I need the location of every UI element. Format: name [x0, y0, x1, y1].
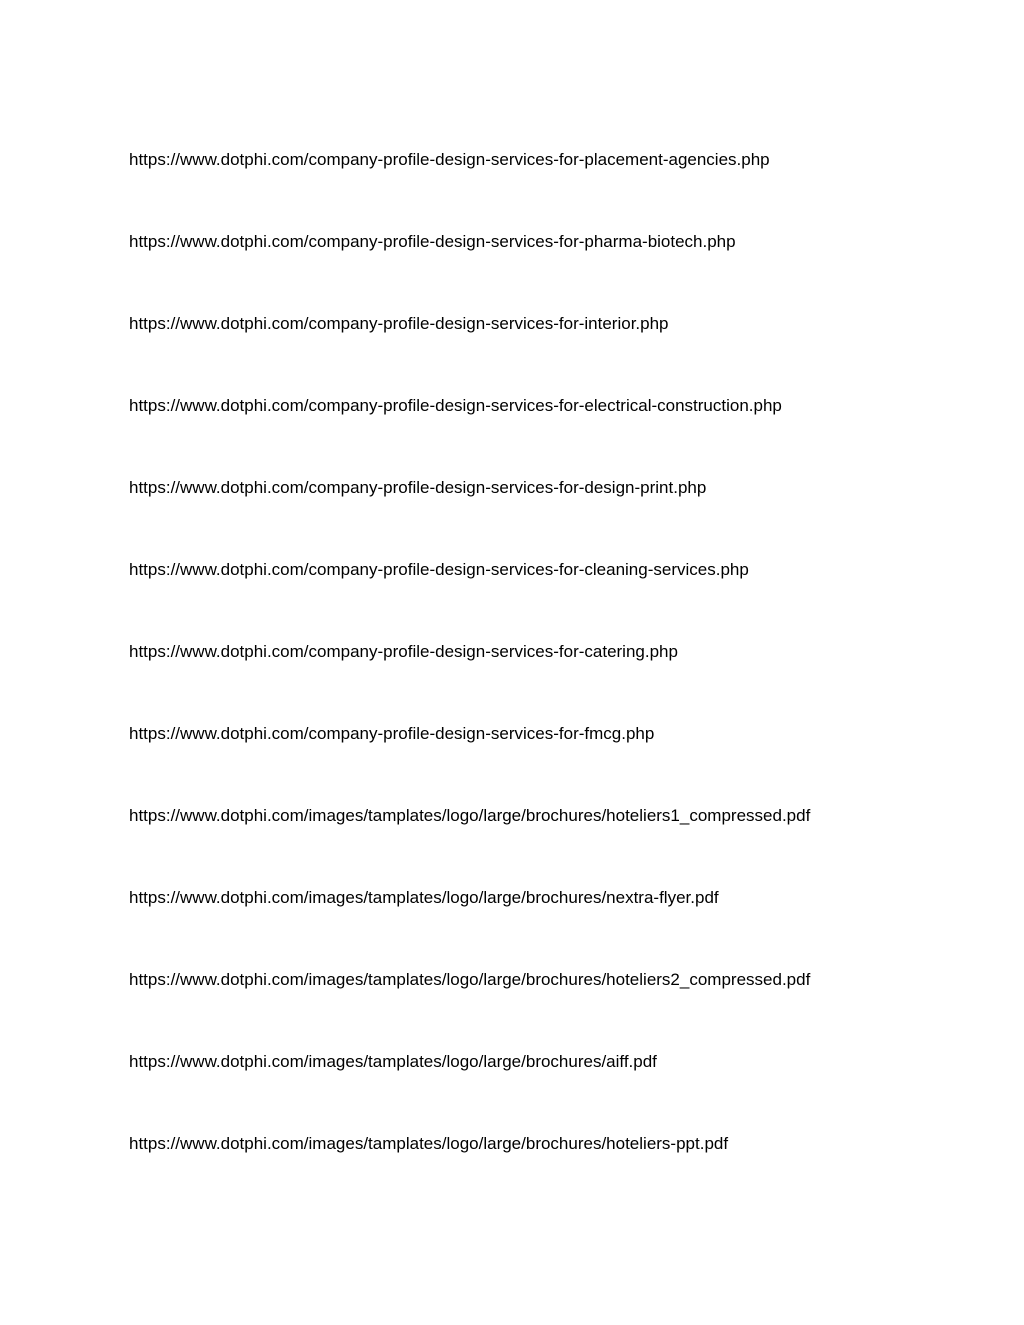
list-item [129, 230, 989, 312]
url-text[interactable]: https://www.dotphi.com/images/tamplates/logo/large/brochures/hoteliers2_compressed.pdf [129, 970, 811, 989]
list-item [129, 558, 989, 640]
url-text[interactable]: https://www.dotphi.com/company-profile-design-services-for-electrical-construction.php [129, 396, 782, 415]
list-item [129, 722, 989, 804]
url-text[interactable]: https://www.dotphi.com/company-profile-design-services-for-cleaning-services.php [129, 560, 749, 579]
list-item [129, 640, 989, 722]
list-item [129, 312, 989, 394]
url-text[interactable]: https://www.dotphi.com/company-profile-design-services-for-design-print.php [129, 478, 707, 497]
url-text[interactable]: https://www.dotphi.com/images/tamplates/logo/large/brochures/nextra-flyer.pdf [129, 888, 719, 907]
url-text[interactable]: https://www.dotphi.com/images/tamplates/logo/large/brochures/hoteliers1_compressed.pdf [129, 806, 811, 825]
url-list [129, 148, 989, 1214]
url-text[interactable]: https://www.dotphi.com/company-profile-design-services-for-catering.php [129, 642, 678, 661]
list-item [129, 1050, 989, 1132]
list-item [129, 476, 989, 558]
url-text[interactable]: https://www.dotphi.com/images/tamplates/logo/large/brochures/hoteliers-ppt.pdf [129, 1134, 729, 1153]
list-item [129, 1132, 989, 1214]
list-item [129, 968, 989, 1050]
list-item [129, 148, 989, 230]
url-text[interactable]: https://www.dotphi.com/company-profile-design-services-for-pharma-biotech.php [129, 232, 736, 251]
list-item [129, 886, 989, 968]
url-text[interactable]: https://www.dotphi.com/images/tamplates/logo/large/brochures/aiff.pdf [129, 1052, 657, 1071]
list-item [129, 394, 989, 476]
list-item [129, 804, 989, 886]
url-text[interactable]: https://www.dotphi.com/company-profile-design-services-for-placement-agencies.php [129, 150, 770, 169]
url-text[interactable]: https://www.dotphi.com/company-profile-design-services-for-fmcg.php [129, 724, 655, 743]
url-text[interactable]: https://www.dotphi.com/company-profile-design-services-for-interior.php [129, 314, 669, 333]
